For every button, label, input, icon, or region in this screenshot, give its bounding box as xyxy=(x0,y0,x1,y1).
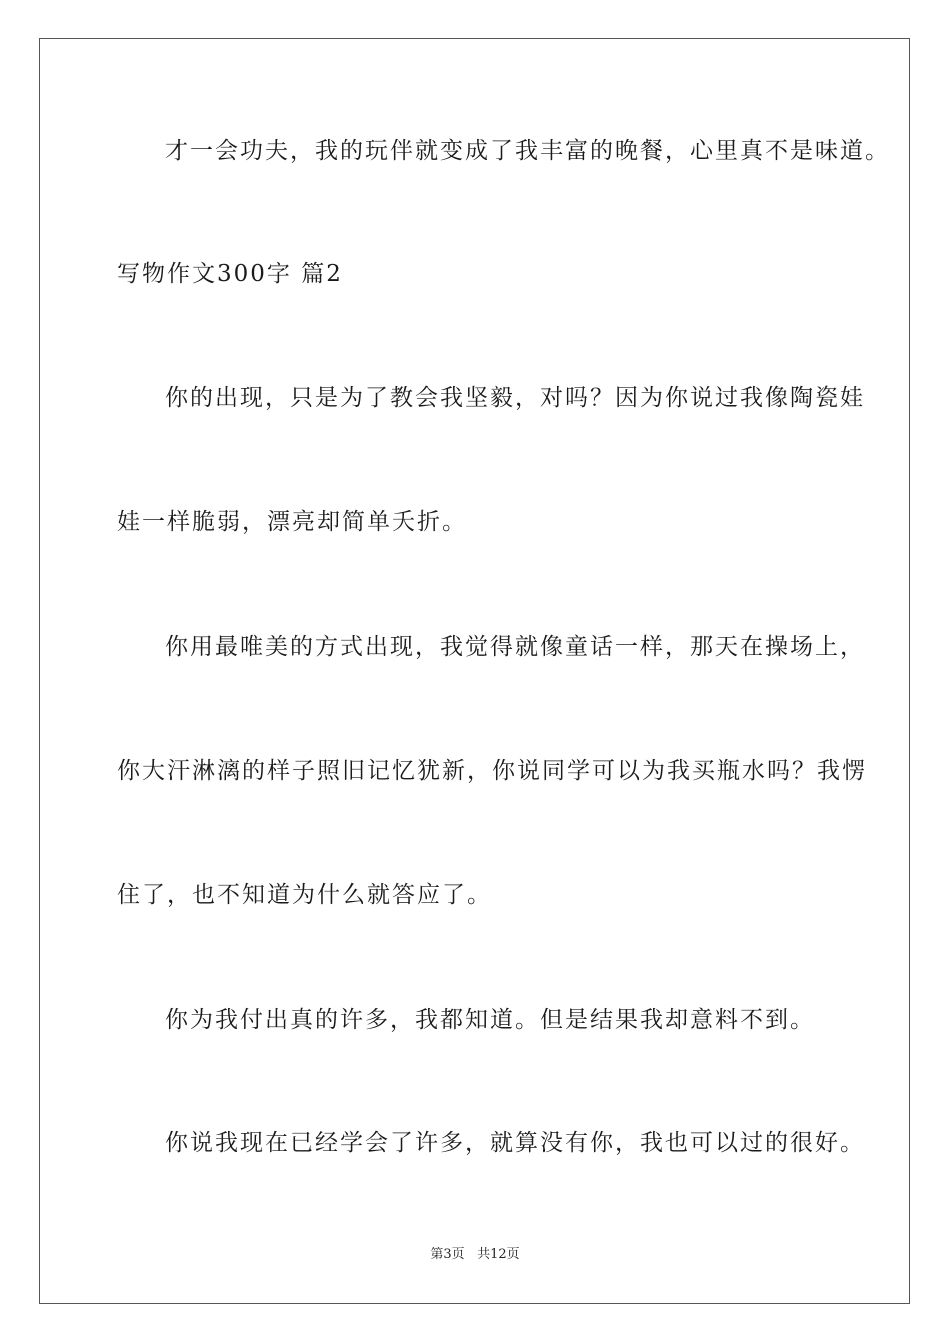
page-border xyxy=(39,38,910,1304)
paragraph-line: 你用最唯美的方式出现，我觉得就像童话一样，那天在操场上， xyxy=(165,634,865,660)
paragraph-line: 才一会功夫，我的玩伴就变成了我丰富的晚餐，心里真不是味道。 xyxy=(165,138,890,164)
paragraph-line: 你大汗淋漓的样子照旧记忆犹新，你说同学可以为我买瓶水吗？我愣 xyxy=(117,758,867,784)
paragraph-line: 娃一样脆弱，漂亮却简单夭折。 xyxy=(117,509,467,535)
page-number: 第3页 xyxy=(430,1247,465,1262)
page-total: 共12页 xyxy=(477,1247,520,1262)
section-heading: 写物作文300字 篇2 xyxy=(117,261,343,287)
paragraph-line: 住了，也不知道为什么就答应了。 xyxy=(117,882,492,908)
page-footer xyxy=(0,1246,950,1264)
paragraph-line: 你为我付出真的许多，我都知道。但是结果我却意料不到。 xyxy=(165,1007,815,1033)
paragraph-line: 你说我现在已经学会了许多，就算没有你，我也可以过的很好。 xyxy=(165,1130,865,1156)
paragraph-line: 你的出现，只是为了教会我坚毅，对吗？因为你说过我像陶瓷娃 xyxy=(165,385,865,411)
